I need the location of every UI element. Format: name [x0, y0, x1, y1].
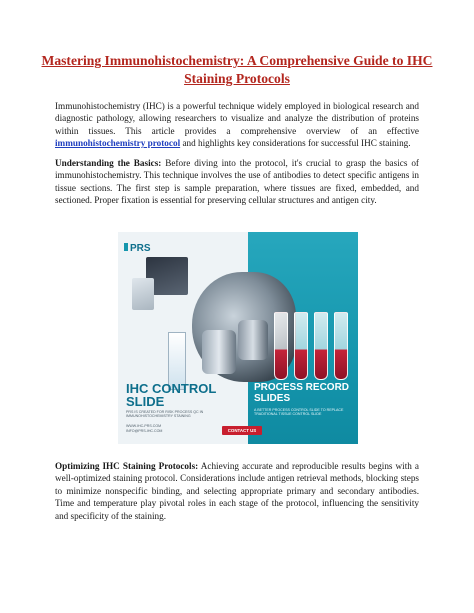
basics-heading: Understanding the Basics:	[55, 158, 162, 168]
intro-text: Immunohistochemistry (IHC) is a powerful technique widely employed in biological research and diagnostic pathology, allowing researchers to visualize and analyze the distribution of proteins within tissues. This article provides a comprehensive overview of an effective	[55, 101, 419, 136]
test-tubes-image	[264, 312, 352, 382]
ihc-control-slide-title: IHC CONTROL SLIDE	[126, 381, 217, 409]
basics-paragraph	[55, 157, 419, 207]
intro-paragraph	[55, 100, 419, 150]
product-tube-image	[132, 278, 154, 310]
brochure-contact	[126, 424, 162, 434]
contact-us-button[interactable]: CONTACT US	[222, 426, 262, 435]
optimizing-heading: Optimizing IHC Staining Protocols:	[55, 461, 199, 471]
microscope-objective-1	[202, 330, 236, 374]
test-tube	[334, 312, 348, 380]
optimizing-text: Achieving accurate and reproducible results begins with a well-optimized staining protocol. Considerations include antigen retrieval methods, blocking steps to minimize nonspecific binding, and selecting appropriate primary and secondary antibodies. Time and temperature play pivotal roles in each stage of the protocol, influencing the sensitivity and specificity of the staining.	[55, 461, 420, 521]
basics-text: Before diving into the protocol, it's crucial to grasp the basics of immunohistochemistry. This technique involves the use of antibodies to detect specific antigens in tissue sections. The first step is sample preparation, where tissues are fixed, embedded, and sectioned. Proper fixation is essential for preserving cellular structures and antigen city.	[55, 158, 419, 206]
document-title: Mastering Immunohistochemistry: A Comprehensive Guide to IHC Staining Protocols	[41, 53, 433, 86]
prs-brochure-image	[118, 232, 358, 444]
process-record-slides-subtitle: A BETTER PROCESS CONTROL SLIDE TO REPLACE TRADITIONAL TISSUE CONTROL SLIDE	[254, 408, 344, 417]
prs-logo	[124, 240, 162, 254]
test-tube	[314, 312, 328, 380]
immunohistochemistry-protocol-link[interactable]: immunohistochemistry protocol	[55, 138, 181, 149]
process-record-slides-title: PROCESS RECORD SLIDES	[254, 382, 350, 404]
brochure-email: INFO@PRS-IHC.COM	[126, 429, 163, 433]
svg-text:PRS: PRS	[130, 243, 151, 254]
test-tube	[294, 312, 308, 380]
test-tube	[274, 312, 288, 380]
intro-text-end: and highlights key considerations for successful IHC staining.	[180, 138, 411, 149]
ihc-control-slide-subtitle: PRS IS CREATED FOR RISK PROCESS QC IN IMMUNOHISTOCHEMISTRY STAINING	[126, 410, 204, 419]
optimizing-paragraph	[55, 460, 419, 522]
brochure-website: WWW.IHC-PRS.COM	[126, 424, 162, 428]
